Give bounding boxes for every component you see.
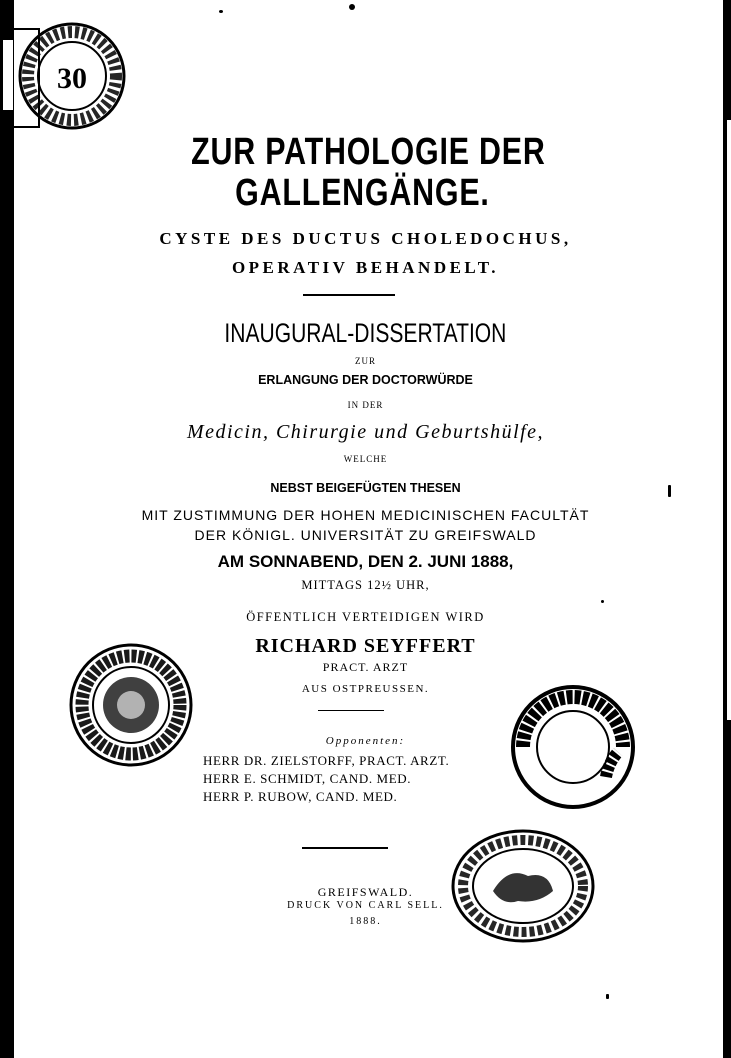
subtitle-line-1: CYSTE DES DUCTUS CHOLEDOCHUS, [159,229,572,248]
author-origin: AUS OSTPREUSSEN. [301,683,430,695]
speck [601,600,604,603]
speck [668,485,671,497]
defense-announcement: ÖFFENTLICH VERTEIDIGEN WIRD [246,610,485,624]
speck [349,4,355,10]
imprint-printer: DRUCK VON CARL SELL. [287,900,444,911]
welche-label: WELCHE [343,454,388,464]
stamp-top-left-bracket [10,28,40,128]
opponent-item: HERR P. RUBOW, CAND. MED. [203,789,398,804]
divider-2 [318,710,384,711]
faculties-label: Medicin, Chirurgie und Geburtshülfe, [186,421,545,443]
opponents-list [203,752,449,806]
erlangung-label: ERLANGUNG DER DOCTORWÜRDE [258,373,473,387]
stamp-accademia-medica [506,682,640,812]
speck [606,994,609,999]
divider-3 [302,847,388,849]
nebst-label: NEBST BEIGEFÜGTEN THESEN [270,481,461,495]
stamp-biblioteca-medica [64,638,198,772]
university-line: DER KÖNIGL. UNIVERSITÄT ZU GREIFSWALD [194,527,537,543]
title-line-2: GALLENGÄNGE. [235,172,490,214]
speck [219,10,223,13]
title-line-1: ZUR PATHOLOGIE DER [191,131,546,173]
author-title: PRACT. ARZT [322,660,409,674]
stamp-accademia-lincei [448,826,598,946]
opponent-item: HERR E. SCHMIDT, CAND. MED. [203,771,412,786]
divider-1 [303,294,395,296]
defense-date: AM SONNABEND, DEN 2. JUNI 1888, [217,552,514,571]
subtitle-line-2: OPERATIV BEHANDELT. [231,258,500,277]
stamp-top-left-number: 30 [57,62,87,95]
author-name: RICHARD SEYFFERT [255,635,476,657]
approval-line: MIT ZUSTIMMUNG DER HOHEN MEDICINISCHEN FACULTÄT [141,507,590,523]
opponents-heading: Opponenten: [325,735,406,747]
zur-label: ZUR [355,356,376,366]
defense-time: MITTAGS 12½ UHR, [301,578,430,592]
opponent-item: HERR DR. ZIELSTORFF, PRACT. ARZT. [203,753,450,768]
in-der-label: IN DER [347,400,384,410]
imprint-city: GREIFSWALD. [317,885,414,899]
dissertation-heading: INAUGURAL-DISSERTATION [224,318,507,348]
imprint-year: 1888. [349,916,382,927]
